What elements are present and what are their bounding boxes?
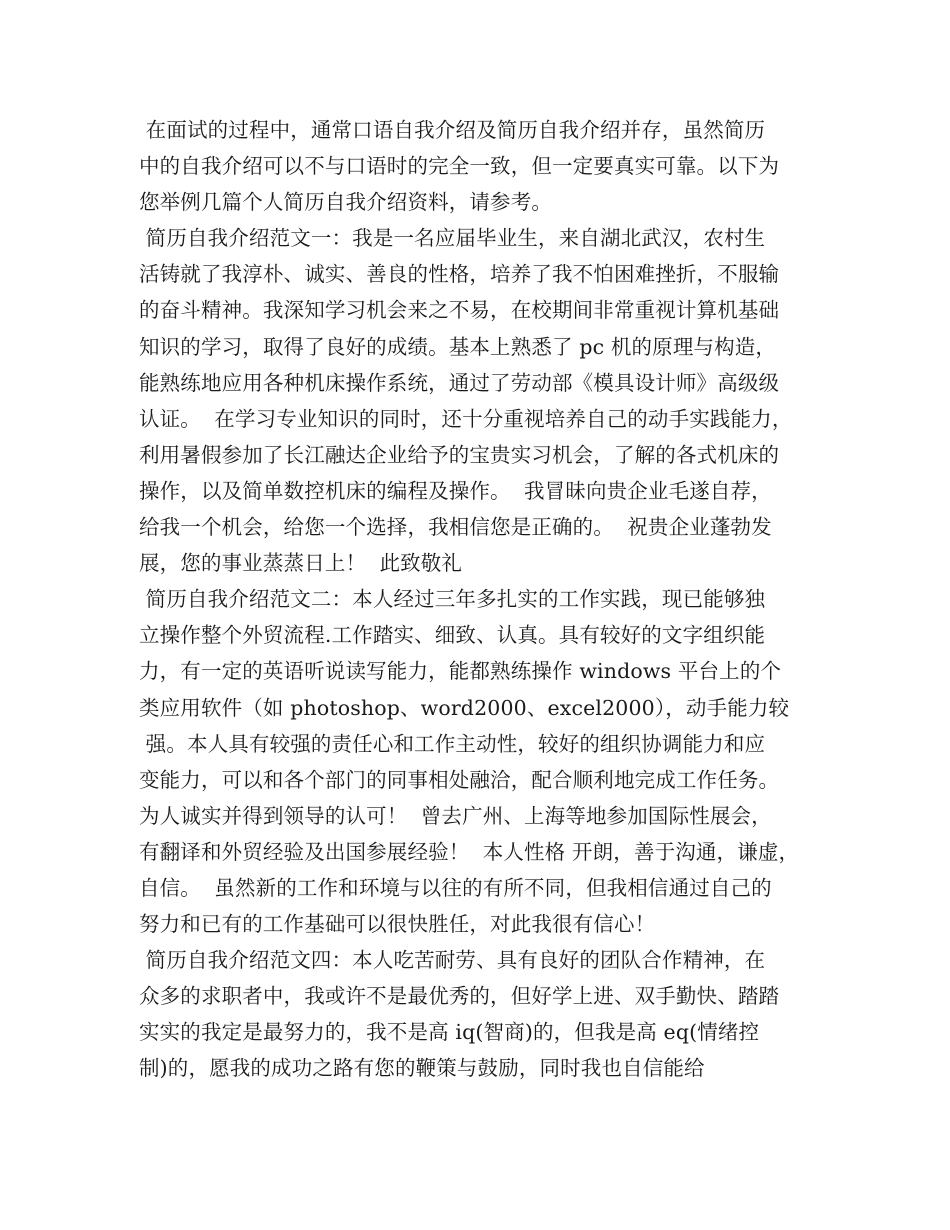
text-line: 中的自我介绍可以不与口语时的完全一致，但一定要真实可靠。以下为 <box>139 154 780 179</box>
text-line: 类应用软件（如 photoshop、word2000、excel2000），动手能力较 <box>139 695 790 720</box>
text-line: 制)的，愿我的成功之路有您的鞭策与鼓励，同时我也自信能给 <box>139 1056 705 1081</box>
text-line: 实实的我定是最努力的，我不是高 iq(智商)的，但我是高 eq(情绪控 <box>139 1020 760 1045</box>
text-line: 活铸就了我淳朴、诚实、善良的性格，培养了我不怕困难挫折，不服输 <box>139 262 780 287</box>
text-line: 众多的求职者中，我或许不是最优秀的，但好学上进、双手勤快、踏踏 <box>139 984 780 1009</box>
text-line: 您举例几篇个人简历自我介绍资料，请参考。 <box>139 190 552 215</box>
text-line: 简历自我介绍范文一：我是一名应届毕业生，来自湖北武汉，农村生 <box>139 226 766 251</box>
text-line: 强。本人具有较强的责任心和工作主动性，较好的组织协调能力和应 <box>139 731 766 756</box>
text-line: 有翻译和外贸经验及出国参展经验！ 本人性格 开朗，善于沟通，谦虚， <box>139 839 800 864</box>
text-line: 在面试的过程中，通常口语自我介绍及简历自我介绍并存，虽然简历 <box>139 118 766 142</box>
text-line: 简历自我介绍范文二：本人经过三年多扎实的工作实践，现已能够独 <box>139 587 766 612</box>
text-line: 操作，以及简单数控机床的编程及操作。 我冒昧向贵企业毛遂自荐， <box>139 478 772 503</box>
text-line: 知识的学习，取得了良好的成绩。基本上熟悉了 pc 机的原理与构造， <box>139 334 777 359</box>
text-line: 为人诚实并得到领导的认可！ 曾去广州、上海等地参加国际性展会， <box>139 803 772 828</box>
text-line: 能熟练地应用各种机床操作系统，通过了劳动部《模具设计师》高级级 <box>139 370 780 395</box>
text-line: 自信。 虽然新的工作和环境与以往的有所不同，但我相信通过自己的 <box>139 875 772 900</box>
text-line: 努力和已有的工作基础可以很快胜任，对此我很有信心！ <box>139 912 656 937</box>
body-text <box>139 112 829 1087</box>
text-line: 利用暑假参加了长江融达企业给予的宝贵实习机会，了解的各式机床的 <box>139 442 780 467</box>
text-line: 展，您的事业蒸蒸日上！ 此致敬礼 <box>139 551 463 576</box>
text-line: 的奋斗精神。我深知学习机会来之不易，在校期间非常重视计算机基础 <box>139 298 780 323</box>
text-line: 认证。 在学习专业知识的同时，还十分重视培养自己的动手实践能力， <box>139 406 793 431</box>
text-line: 力，有一定的英语听说读写能力，能都熟练操作 windows 平台上的个 <box>139 659 782 684</box>
text-line: 立操作整个外贸流程.工作踏实、细致、认真。具有较好的文字组织能 <box>139 623 766 648</box>
text-line: 简历自我介绍范文四：本人吃苦耐劳、具有良好的团队合作精神，在 <box>139 948 766 973</box>
text-line: 变能力，可以和各个部门的同事相处融洽，配合顺利地完成工作任务。 <box>139 767 780 792</box>
text-line: 给我一个机会，给您一个选择，我相信您是正确的。 祝贵企业蓬勃发 <box>139 515 772 540</box>
